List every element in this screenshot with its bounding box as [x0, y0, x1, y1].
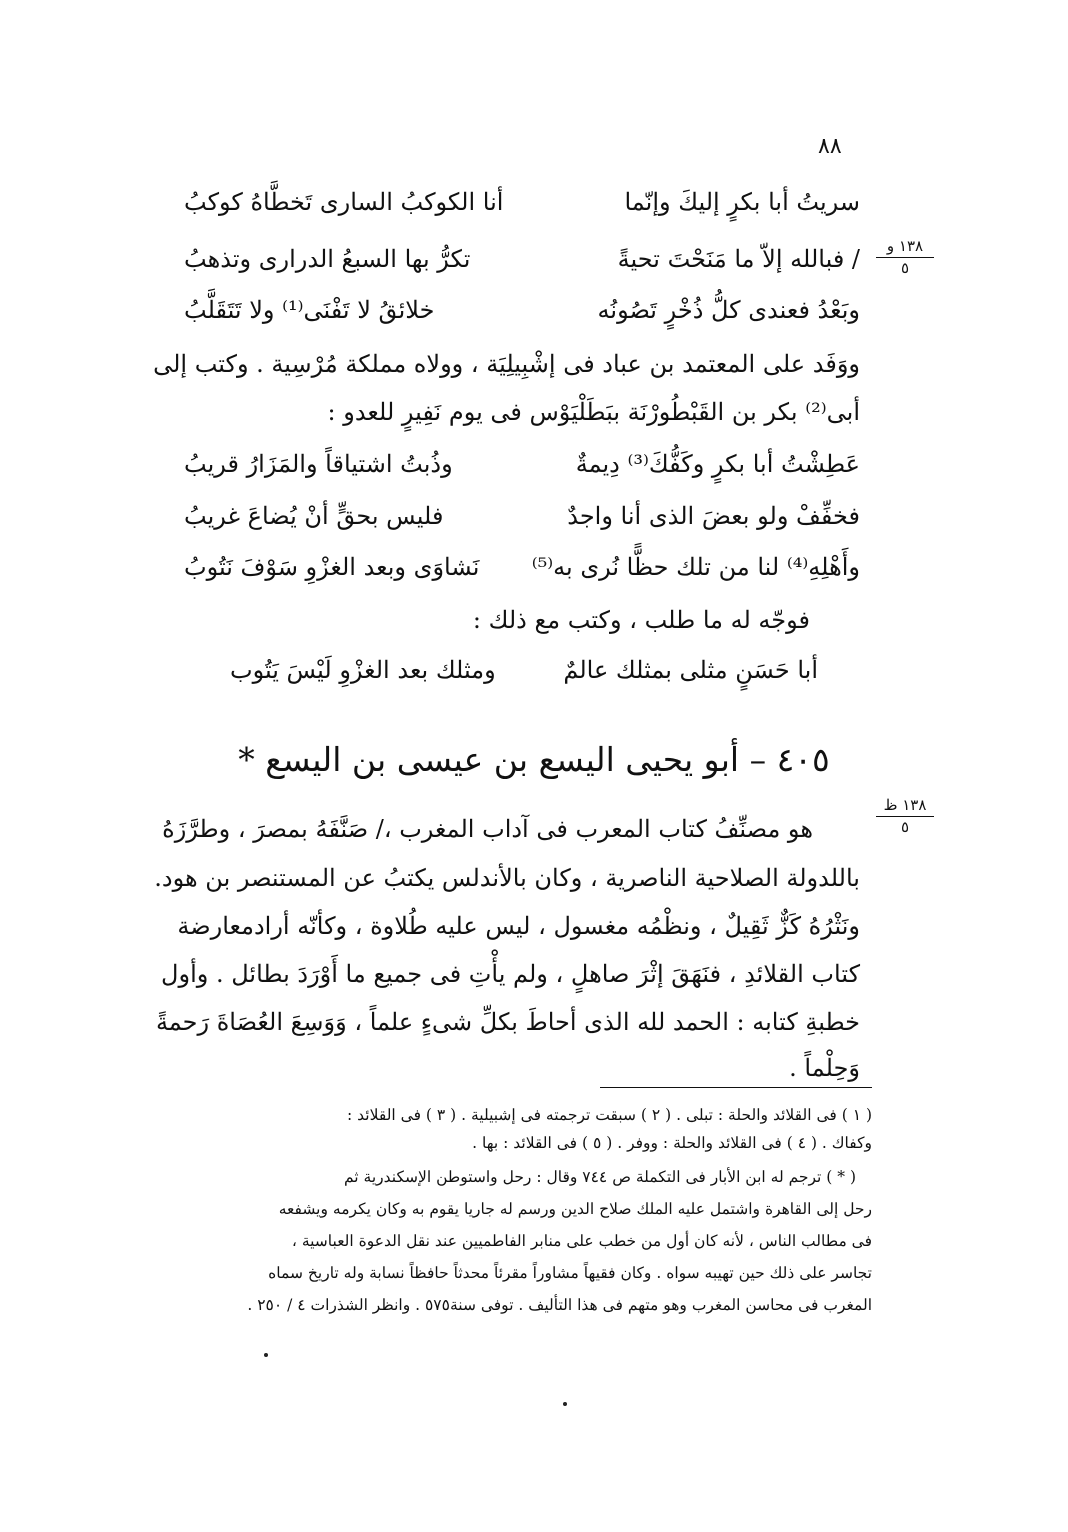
body-line: وَحِلْماً . — [789, 1054, 860, 1082]
verse-hemistich-right: عَطِشْتُ أبا بكرٍ وكَفُّكَ⁽³⁾ دِيمةٌ — [575, 450, 860, 478]
verse-line — [184, 450, 860, 478]
verse-hemistich-right: / فبالله إلاّ ما مَنَحْتَ تحيةً — [617, 245, 860, 273]
footnote-line: ( ١ ) فى القلائد والحلة : تبلى . ( ٢ ) سبقت ترجمته فى إشبيلية . ( ٣ ) فى القلائد : — [347, 1106, 872, 1124]
verse-hemistich-left: ومثلك بعد الغزْوِ لَيْسَ يَتُوب — [230, 656, 496, 684]
verse-hemistich-left: خلائقُ لا تَفْنَى⁽¹⁾ ولا تَتَقَلَّبُ — [184, 296, 435, 324]
scan-speck — [563, 1402, 567, 1406]
prose-line: أبى⁽²⁾ بكر بن القَبْطُورْنَة ببَطَلْيَوْس فى يوم نَفِيرٍ للعدو : — [327, 398, 860, 426]
margin-note-divider — [876, 816, 934, 817]
verse-hemistich-right: أبا حَسَنٍ مثلى بمثلك عالمٌ — [563, 656, 818, 684]
margin-note-bottom: ٥ — [900, 818, 910, 837]
page-number: ٨٨ — [818, 134, 842, 159]
body-line: باللدولة الصلاحية الناصرية ، وكان بالأندلس يكتبُ عن المستنصر بن هود. — [154, 864, 860, 892]
verse-hemistich-left: نَشاوَى وبعد الغزْوِ سَوْفَ نَتُوبُ — [184, 553, 480, 581]
margin-note-divider — [876, 257, 934, 258]
verse-line — [184, 296, 860, 324]
prose-line: ووَفَد على المعتمد بن عباد فى إشْبِيلِيَة ، وولاه مملكة مُرْسِية . وكتب إلى — [153, 350, 860, 378]
verse-line — [184, 188, 860, 216]
footnote-line: رحل إلى القاهرة واشتمل عليه الملك صلاح الدين ورسم له جاريا يقوم به وكان يكرمه ويشفعه — [278, 1200, 872, 1218]
footnote-separator — [600, 1087, 872, 1088]
footnote-line: ( * ) ترجم له ابن الأبار فى التكملة ص ٧٤٤ وقال : رحل واستوطن الإسكندرية ثم — [343, 1168, 856, 1186]
footnote-line: المغرب فى محاسن المغرب وهو متهم فى هذا التأليف . توفى سنة٥٧٥ . وانظر الشذرات ٤ / ٢٥٠ . — [247, 1296, 872, 1314]
verse-hemistich-left: وذُبتُ اشتياقاً والمَزَارُ قريبُ — [184, 450, 453, 478]
verse-hemistich-right: سريتُ أبا بكرٍ إليكَ وإنّما — [624, 188, 860, 216]
margin-folio-note — [876, 797, 934, 837]
verse-hemistich-right: وأَهْلِهِ⁽⁴⁾ لنا من تلك حظًّا نُرى به⁽⁵⁾ — [531, 553, 860, 581]
verse-line — [184, 502, 860, 530]
verse-line — [230, 656, 818, 684]
verse-hemistich-left: تكرُّ بها السبعُ الدرارى وتذهبُ — [184, 245, 471, 273]
body-line: ونَثْرُهُ كَزٌّ ثَقِيلٌ ، ونظْمُه مغسول ، ليس عليه طُلاوة ، وكأنّه أرادمعارضة — [177, 912, 860, 940]
entry-heading: ٤٠٥ – أبو يحيى اليسع بن عيسى بن اليسع * — [238, 740, 830, 779]
verse-line — [184, 245, 860, 273]
verse-line — [184, 553, 860, 581]
margin-folio-note — [876, 238, 934, 278]
scan-speck — [264, 1353, 268, 1357]
margin-note-bottom: ٥ — [900, 259, 910, 278]
prose-line: فوجّه له ما طلب ، وكتب مع ذلك : — [472, 606, 810, 634]
footnote-line: وكفاك . ( ٤ ) فى القلائد والحلة : ووفر . ( ٥ ) فى القلائد : بها . — [472, 1134, 872, 1152]
body-line: كتاب القلائدِ ، فنَهَقَ إثْرَ صاهلٍ ، ولم يأْتِ فى جميع ما أَوْرَدَ بطائل . وأول — [161, 960, 860, 988]
verse-hemistich-right: فخفِّفْ ولو بعضَ الذى أنا واجدٌ — [567, 502, 860, 530]
margin-note-top: ١٣٨ و — [886, 237, 924, 255]
footnote-line: فى مطالب الناس ، لأنه كان أول من خطب على منابر الفاطميين عند نقل الدعوة العباسية ، — [291, 1232, 872, 1250]
body-line: خطبةِ كتابه : الحمد لله الذى أحاطَ بكلِّ شىءٍ علماً ، وَوَسِعَ العُصَاةَ رَحمةً — [155, 1008, 860, 1036]
margin-note-top: ١٣٨ ظ — [883, 796, 927, 814]
verse-hemistich-right: وبَعْدُ فعندى كلُّ ذُخْرٍ تَصُونُه — [597, 296, 860, 324]
verse-hemistich-left: فليس بحقٍّ أنْ يُضاعَ غريبُ — [184, 502, 444, 530]
verse-hemistich-left: أنا الكوكبُ السارى تَخطَّاهُ كوكبُ — [184, 188, 504, 216]
footnote-line: تجاسر على ذلك حين تهيبه سواه . وكان فقيهاً مشاوراً مقرئاً محدثاً حافظاً نسابة وله تاريخ سماه — [268, 1264, 872, 1282]
body-line: هو مصنِّفُ كتاب المعرب فى آداب المغرب ،/ صَنَّفَهُ بمصرَ ، وطرَّزَهُ — [162, 815, 813, 843]
